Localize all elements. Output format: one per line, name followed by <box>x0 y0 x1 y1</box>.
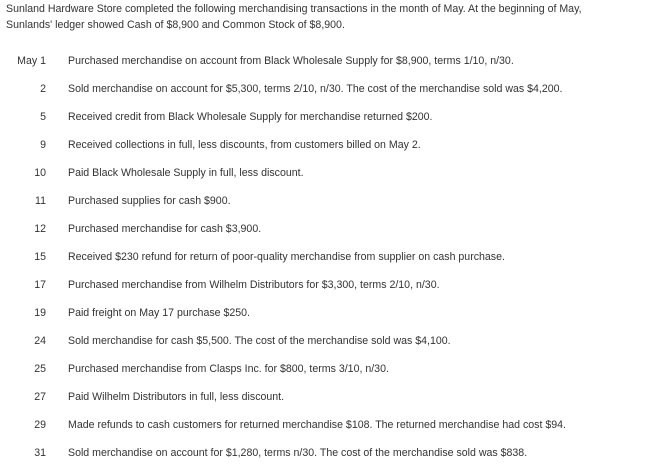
transaction-row <box>0 138 658 166</box>
transaction-date: 9 <box>40 139 46 151</box>
transaction-description: Purchased supplies for cash $900. <box>68 195 231 207</box>
transaction-row <box>0 418 658 446</box>
transaction-description: Received collections in full, less discounts, from customers billed on May 2. <box>68 139 421 151</box>
transaction-description: Purchased merchandise for cash $3,900. <box>68 223 262 235</box>
transaction-row <box>0 194 658 222</box>
problem-intro <box>6 1 654 33</box>
transaction-date: 27 <box>34 391 46 403</box>
intro-line-2: Sunlands' ledger showed Cash of $8,900 and Common Stock of $8,900. <box>6 19 345 31</box>
transaction-date: 11 <box>35 195 46 207</box>
transaction-row <box>0 362 658 390</box>
transaction-description: Sold merchandise for cash $5,500. The cost of the merchandise sold was $4,100. <box>68 335 451 347</box>
transaction-date: 2 <box>40 83 46 95</box>
transaction-description: Received credit from Black Wholesale Supply for merchandise returned $200. <box>68 111 433 123</box>
transaction-row <box>0 54 658 82</box>
transaction-date: 10 <box>34 167 46 179</box>
transaction-description: Paid freight on May 17 purchase $250. <box>68 307 250 319</box>
transaction-date: 17 <box>34 279 46 291</box>
intro-line-1: Sunland Hardware Store completed the following merchandising transactions in the month of May. At the beginning of May, <box>6 3 582 15</box>
transaction-description: Purchased merchandise on account from Black Wholesale Supply for $8,900, terms 1/10, n/30. <box>68 55 514 67</box>
transaction-row <box>0 446 658 474</box>
transaction-date: 31 <box>34 447 46 459</box>
transaction-description: Purchased merchandise from Clasps Inc. for $800, terms 3/10, n/30. <box>68 363 389 375</box>
transaction-date: 12 <box>34 223 46 235</box>
transaction-row <box>0 390 658 418</box>
transaction-date: May 1 <box>17 55 46 67</box>
transaction-row <box>0 334 658 362</box>
transaction-date: 15 <box>34 251 46 263</box>
transaction-date: 29 <box>34 419 46 431</box>
transaction-row <box>0 222 658 250</box>
transaction-row <box>0 250 658 278</box>
transaction-row <box>0 110 658 138</box>
transaction-description: Purchased merchandise from Wilhelm Distributors for $3,300, terms 2/10, n/30. <box>68 279 440 291</box>
transaction-date: 19 <box>34 307 46 319</box>
transaction-description: Sold merchandise on account for $5,300, terms 2/10, n/30. The cost of the merchandise sold was $4,200. <box>68 83 563 95</box>
transaction-date: 5 <box>40 111 46 123</box>
transaction-row <box>0 166 658 194</box>
transaction-date: 25 <box>34 363 46 375</box>
transaction-row <box>0 306 658 334</box>
transaction-row <box>0 82 658 110</box>
transaction-description: Received $230 refund for return of poor-quality merchandise from supplier on cash purchase. <box>68 251 505 263</box>
transaction-description: Paid Wilhelm Distributors in full, less discount. <box>68 391 285 403</box>
transaction-date: 24 <box>34 335 46 347</box>
transaction-row <box>0 278 658 306</box>
transaction-list <box>0 54 658 474</box>
transaction-description: Made refunds to cash customers for returned merchandise $108. The returned merchandise had cost $94. <box>68 419 566 431</box>
transaction-description: Paid Black Wholesale Supply in full, less discount. <box>68 167 304 179</box>
transaction-description: Sold merchandise on account for $1,280, terms n/30. The cost of the merchandise sold was $838. <box>68 447 528 459</box>
